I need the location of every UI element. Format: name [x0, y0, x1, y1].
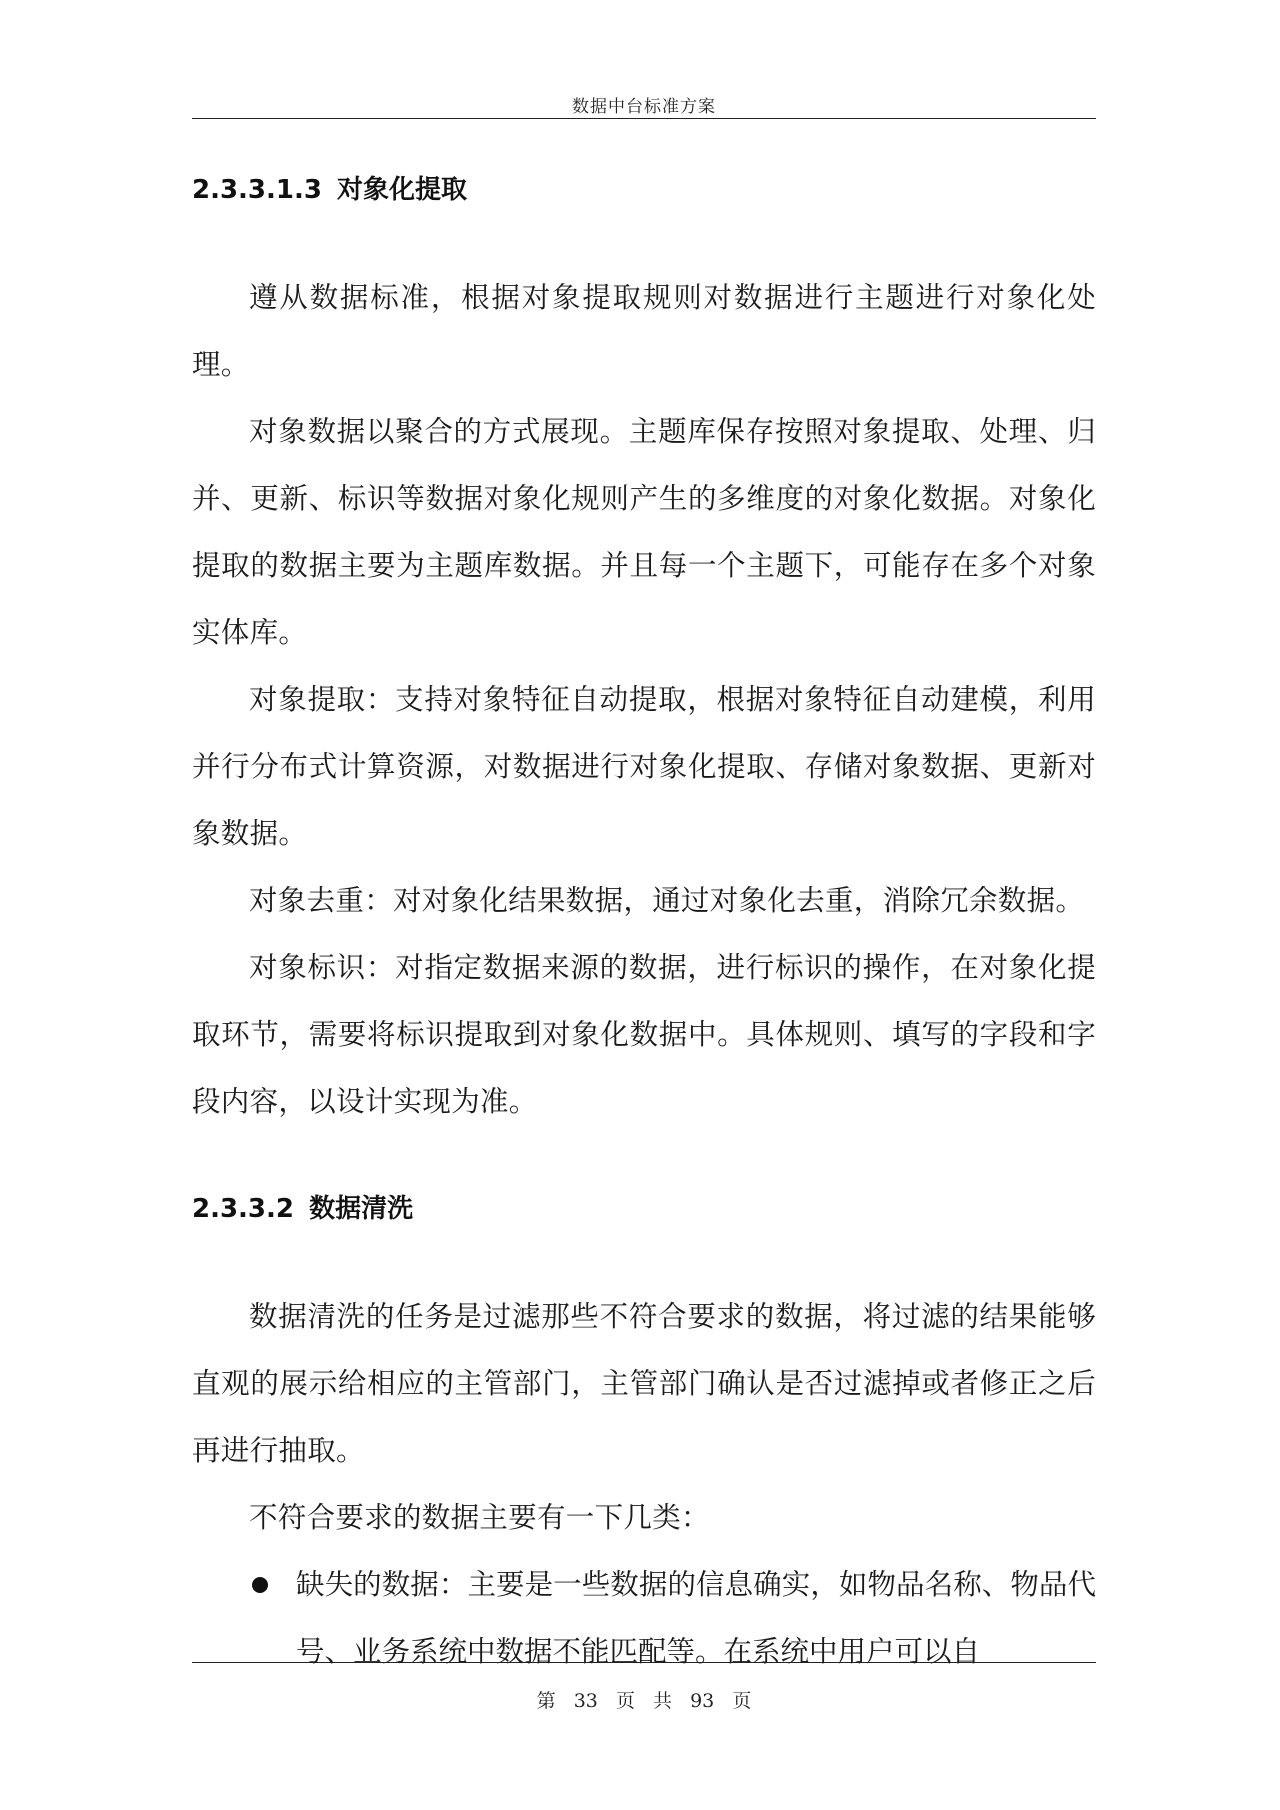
bullet-dot-icon — [252, 1577, 268, 1593]
paragraph: 不符合要求的数据主要有一下几类： — [249, 1501, 710, 1534]
section-heading-object-extraction — [192, 160, 1096, 220]
footer-divider — [192, 1662, 1096, 1663]
footer-total-pages: 93 — [690, 1690, 715, 1712]
footer-page-unit: 页 — [615, 1690, 635, 1712]
section-title: 对象化提取 — [337, 175, 468, 205]
footer-total-prefix: 共 — [653, 1690, 673, 1712]
paragraph: 对象标识：对指定数据来源的数据，进行标识的操作，在对象化提取环节，需要将标识提取到对象化数据中。具体规则、填写的字段和字段内容，以设计实现为准。 — [192, 951, 1096, 1118]
paragraph: 对象提取：支持对象特征自动提取，根据对象特征自动建模，利用并行分布式计算资源，对数据进行对象化提取、存储对象数据、更新对象数据。 — [192, 683, 1096, 850]
section-heading-data-cleaning — [192, 1179, 1096, 1239]
paragraph: 对象去重：对对象化结果数据，通过对象化去重，消除冗余数据。 — [249, 884, 1085, 917]
footer-total-unit: 页 — [732, 1690, 752, 1712]
page-footer — [192, 1686, 1096, 1713]
section-title: 数据清洗 — [309, 1194, 414, 1224]
section-number: 2.3.3.2 — [192, 1194, 294, 1224]
header-divider — [192, 118, 1096, 119]
footer-page-prefix: 第 — [536, 1690, 556, 1712]
page-body — [192, 160, 1096, 1685]
bullet-list — [192, 1551, 1096, 1685]
paragraph: 对象数据以聚合的方式展现。主题库保存按照对象提取、处理、归并、更新、标识等数据对象化规则产生的多维度的对象化数据。对象化提取的数据主要为主题库数据。并且每一个主题下，可能存在多个对象实体库。 — [192, 415, 1096, 649]
section-number: 2.3.3.1.3 — [192, 175, 322, 205]
paragraph: 数据清洗的任务是过滤那些不符合要求的数据，将过滤的结果能够直观的展示给相应的主管部门，主管部门确认是否过滤掉或者修正之后再进行抽取。 — [192, 1300, 1096, 1467]
running-header: 数据中台标准方案 — [572, 97, 716, 117]
list-item-text: 缺失的数据：主要是一些数据的信息确实，如物品名称、物品代号、业务系统中数据不能匹配等。在系统中用户可以自 — [296, 1568, 1096, 1668]
footer-page-number: 33 — [573, 1690, 598, 1712]
paragraph: 遵从数据标准，根据对象提取规则对数据进行主题进行对象化处理。 — [192, 281, 1096, 381]
list-item — [192, 1551, 1096, 1685]
